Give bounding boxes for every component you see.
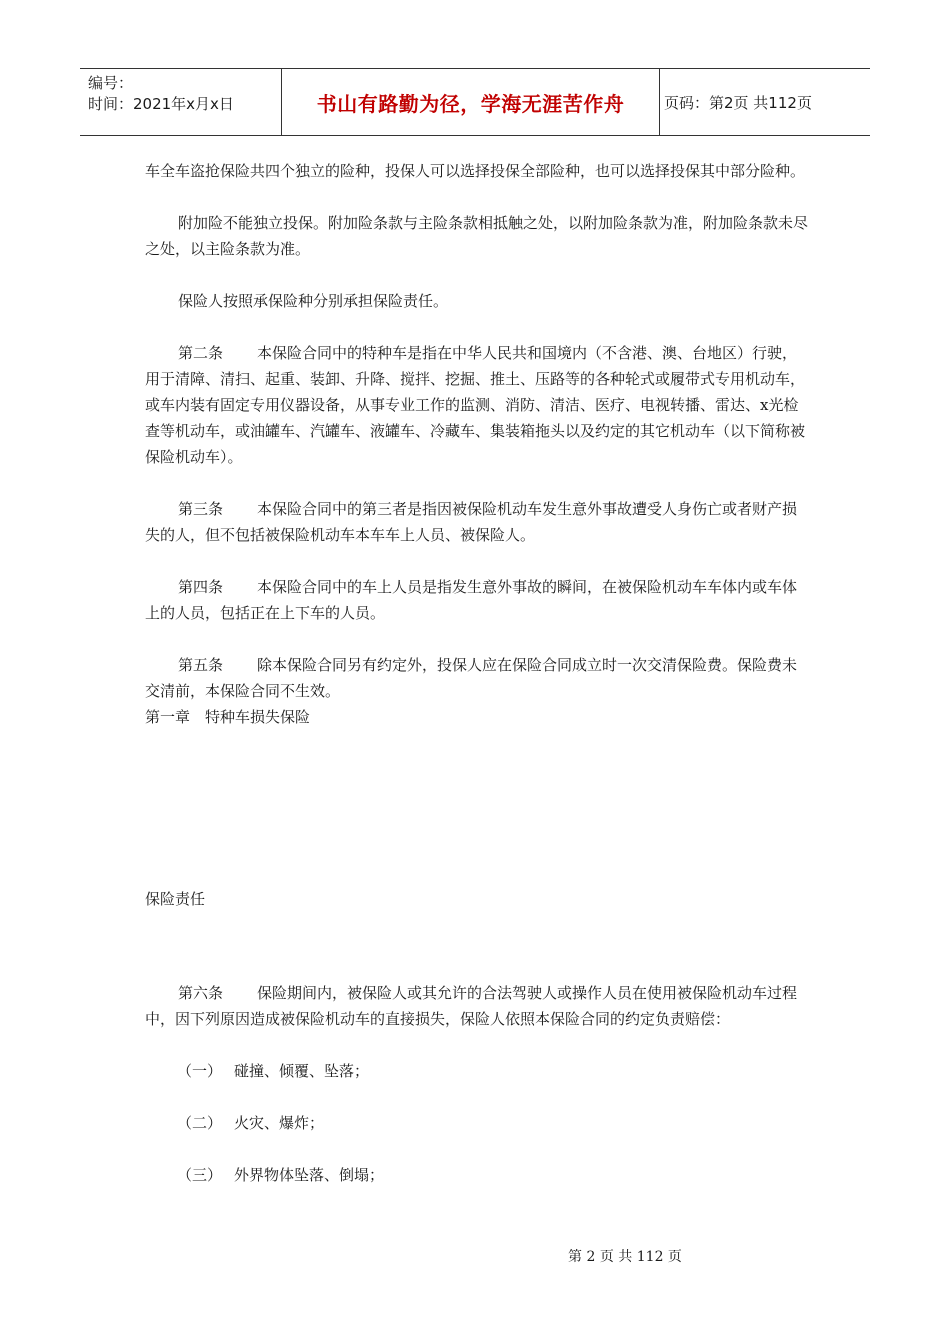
article-5-text: 除本保险合同另有约定外，投保人应在保险合同成立时一次交清保险费。保险费未交清前，本保险合同不生效。 [145, 656, 798, 700]
list-item-text: 碰撞、倾覆、坠落； [234, 1062, 370, 1080]
list-item [145, 1058, 810, 1084]
article-3-text: 本保险合同中的第三者是指因被保险机动车发生意外事故遭受人身伤亡或者财产损失的人，但不包括被保险机动车本车车上人员、被保险人。 [145, 500, 798, 544]
article-2 [145, 340, 810, 470]
header-page-info-cell [660, 69, 870, 135]
section-heading: 保险责任 [145, 890, 206, 908]
page-footer [0, 1246, 950, 1266]
list-item-text: 火灾、爆炸； [234, 1114, 325, 1132]
paragraph-liability: 保险人按照承保险种分别承担保险责任。 [178, 292, 449, 310]
header-motto: 书山有路勤为径，学海无涯苦作舟 [316, 91, 625, 116]
list-item-number: （二） [177, 1114, 223, 1132]
article-5-number: 第五条 [178, 656, 224, 674]
header-page-info: 页码：第2页 共112页 [664, 93, 812, 112]
article-2-number: 第二条 [178, 344, 224, 362]
list-item-number: （三） [177, 1166, 223, 1184]
article-6-text: 保险期间内，被保险人或其允许的合法驾驶人或操作人员在使用被保险机动车过程中，因下列原因造成被保险机动车的直接损失，保险人依照本保险合同的约定负责赔偿： [145, 984, 798, 1028]
article-5 [145, 652, 810, 704]
header-meta [80, 69, 282, 135]
document-number-label: 编号： [88, 74, 134, 92]
article-3 [145, 496, 810, 548]
article-3-number: 第三条 [178, 500, 224, 518]
document-body [145, 158, 810, 1188]
document-time: 时间：2021年x月x日 [88, 95, 234, 113]
list-item [145, 1110, 810, 1136]
list-item [145, 1162, 810, 1188]
footer-page-number: 第 2 页 共 112 页 [568, 1249, 682, 1265]
paragraph-insurance-types: 车全车盗抢保险共四个独立的险种，投保人可以选择投保全部险种，也可以选择投保其中部分险种。 [145, 162, 806, 180]
list-item-text: 外界物体坠落、倒塌； [234, 1166, 385, 1184]
article-6-number: 第六条 [178, 984, 224, 1002]
paragraph-additional-insurance: 附加险不能独立投保。附加险条款与主险条款相抵触之处，以附加险条款为准，附加险条款未尽之处，以主险条款为准。 [145, 214, 809, 258]
article-4 [145, 574, 810, 626]
chapter-heading: 第一章 特种车损失保险 [145, 708, 311, 726]
header-motto-cell [282, 69, 660, 135]
article-4-number: 第四条 [178, 578, 224, 596]
article-4-text: 本保险合同中的车上人员是指发生意外事故的瞬间，在被保险机动车车体内或车体上的人员，包括正在上下车的人员。 [145, 578, 798, 622]
article-2-text: 本保险合同中的特种车是指在中华人民共和国境内（不含港、澳、台地区）行驶，用于清障、清扫、起重、装卸、升降、搅拌、挖掘、推土、压路等的各种轮式或履带式专用机动车，或车内装有固定专用仪器设备，从事专业工作的监测、消防、清洁、医疗、电视转播、雷达、x光检查等机动车，或油罐车、汽罐车、液罐车、冷藏车、集装箱拖头以及约定的其它机动车（以下简称被保险机动车）。 [145, 344, 806, 466]
page-header [80, 68, 870, 136]
list-item-number: （一） [177, 1062, 223, 1080]
article-6 [145, 980, 810, 1032]
